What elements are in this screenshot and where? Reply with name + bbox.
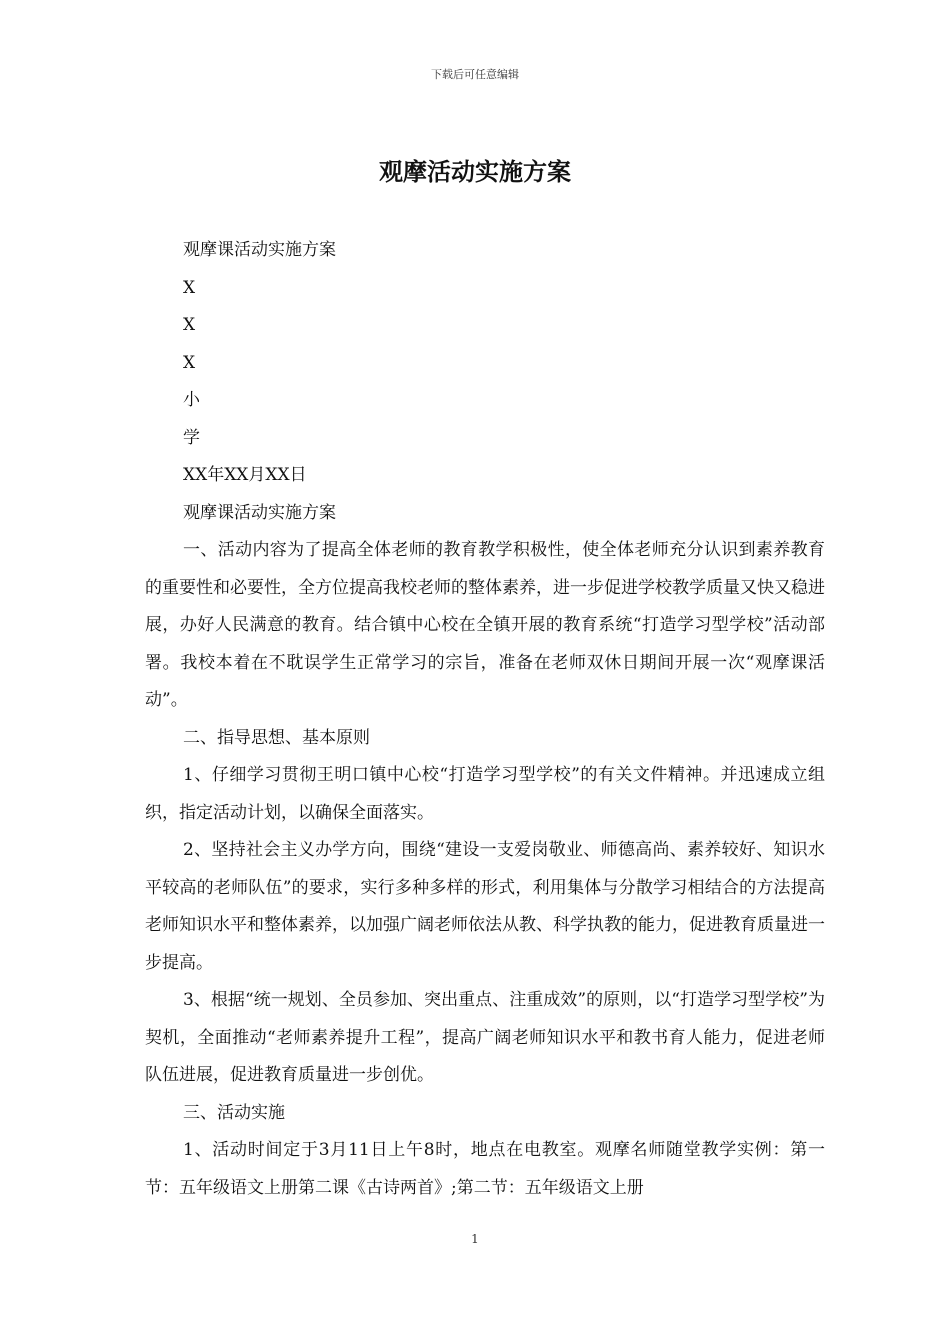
paragraph: 1、活动时间定于3月11日上午8时，地点在电教室。观摩名师随堂教学实例：第一节：五年级语文上册第二课《古诗两首》;第二节：五年级语文上册 — [145, 1140, 825, 1198]
date-line: XX年XX月XX日 — [183, 465, 307, 485]
author-line: 小 — [183, 390, 200, 410]
document-body — [145, 232, 825, 1207]
paragraph: 1、仔细学习贯彻王明口镇中心校“打造学习型学校”的有关文件精神。并迅速成立组织，指定活动计划，以确保全面落实。 — [145, 765, 825, 823]
section-heading: 三、活动实施 — [183, 1102, 285, 1123]
author-line: X — [183, 315, 196, 335]
page-number: 1 — [471, 1232, 479, 1246]
page-title: 观摩活动实施方案 — [379, 158, 571, 186]
paragraph: 3、根据“统一规划、全员参加、突出重点、注重成效”的原则，以“打造学习型学校”为契机，全面推动“老师素养提升工程”，提高广阔老师知识水平和教书育人能力，促进老师队伍进展，促进教育质量进一步创优。 — [145, 990, 825, 1085]
section-heading: 二、指导思想、基本原则 — [183, 727, 370, 748]
author-line: 学 — [183, 427, 200, 448]
subtitle-line: 观摩课活动实施方案 — [183, 502, 336, 523]
author-line: X — [183, 277, 196, 298]
subtitle-line: 观摩课活动实施方案 — [183, 240, 336, 260]
author-line: X — [183, 352, 196, 373]
header-note: 下载后可任意编辑 — [431, 68, 519, 81]
paragraph: 一、活动内容为了提高全体老师的教育教学积极性，使全体老师充分认识到素养教育的重要性和必要性，全方位提高我校老师的整体素养，进一步促进学校教学质量又快又稳进展，办好人民满意的教育。结合镇中心校在全镇开展的教育系统“打造学习型学校”活动部署。我校本着在不耽误学生正常学习的宗旨，准备在老师双休日期间开展一次“观摩课活动”。 — [145, 540, 825, 710]
paragraph: 2、坚持社会主义办学方向，围绕“建设一支爱岗敬业、师德高尚、素养较好、知识水平较高的老师队伍”的要求，实行多种多样的形式，利用集体与分散学习相结合的方法提高老师知识水平和整体素养，以加强广阔老师依法从教、科学执教的能力，促进教育质量进一步提高。 — [145, 840, 825, 973]
